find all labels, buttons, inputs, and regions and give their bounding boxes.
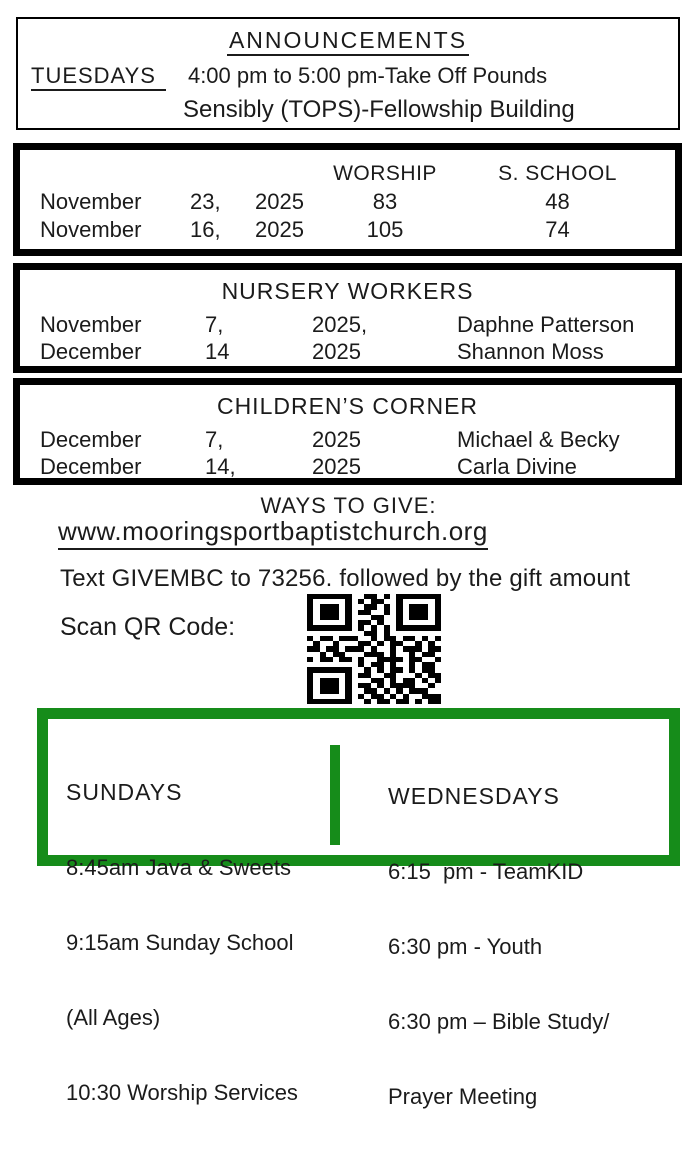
childrens-corner-title: CHILDREN’S CORNER	[216, 393, 479, 419]
attendance-header-row	[20, 160, 675, 188]
list-item: Prayer Meeting	[388, 1084, 538, 1109]
announcements-title: ANNOUNCEMENTS	[18, 27, 678, 54]
list-item: 6:30 pm – Bible Study/	[388, 1009, 610, 1034]
table-row: November 23, 2025 83 48	[40, 189, 570, 214]
column-divider	[330, 745, 340, 845]
childrens-corner-box	[13, 378, 682, 485]
text-to-give-instruction: Text GIVEMBC to 73256. followed by the gift amount	[60, 565, 631, 592]
nursery-workers-title: NURSERY WORKERS	[221, 278, 474, 304]
sundays-column	[66, 729, 326, 1155]
list-item: 9:15am Sunday School	[66, 930, 294, 955]
giving-url-link[interactable]: www.mooringsportbaptistchurch.org	[58, 516, 488, 550]
wednesdays-column	[388, 733, 668, 1159]
table-row: November 7, 2025, Daphne Patterson	[40, 312, 635, 337]
nursery-workers-box	[13, 263, 682, 373]
list-item: 10:30 Worship Services	[66, 1080, 298, 1105]
announcements-line1	[18, 63, 678, 91]
table-row: December 14, 2025 Carla Divine	[40, 454, 577, 479]
list-item: 8:45am Java & Sweets	[66, 855, 292, 880]
attendance-header-worship: WORSHIP	[333, 162, 437, 185]
table-row: December 14 2025 Shannon Moss	[40, 339, 604, 364]
announcements-day-label: TUESDAYS	[31, 63, 166, 91]
schedule-box	[37, 708, 680, 1109]
scan-qr-label: Scan QR Code:	[60, 613, 236, 641]
table-row: December 7, 2025 Michael & Becky	[40, 427, 620, 452]
wednesdays-title: WEDNESDAYS	[388, 783, 560, 809]
announcements-time-text: 4:00 pm to 5:00 pm-Take Off Pounds	[187, 63, 548, 88]
announcements-line2: Sensibly (TOPS)-Fellowship Building	[183, 96, 575, 123]
list-item: (All Ages)	[66, 1005, 161, 1030]
list-item: 6:30 pm - Youth	[388, 934, 543, 959]
attendance-header-sschool: S. SCHOOL	[498, 162, 617, 185]
qr-code	[307, 594, 441, 704]
ways-to-give-heading: WAYS TO GIVE:	[260, 493, 437, 518]
announcements-box	[16, 17, 680, 130]
list-item: 6:15 pm - TeamKID	[388, 859, 584, 884]
attendance-box	[13, 143, 682, 256]
table-row: November 16, 2025 105 74	[40, 217, 570, 242]
sundays-title: SUNDAYS	[66, 779, 183, 805]
